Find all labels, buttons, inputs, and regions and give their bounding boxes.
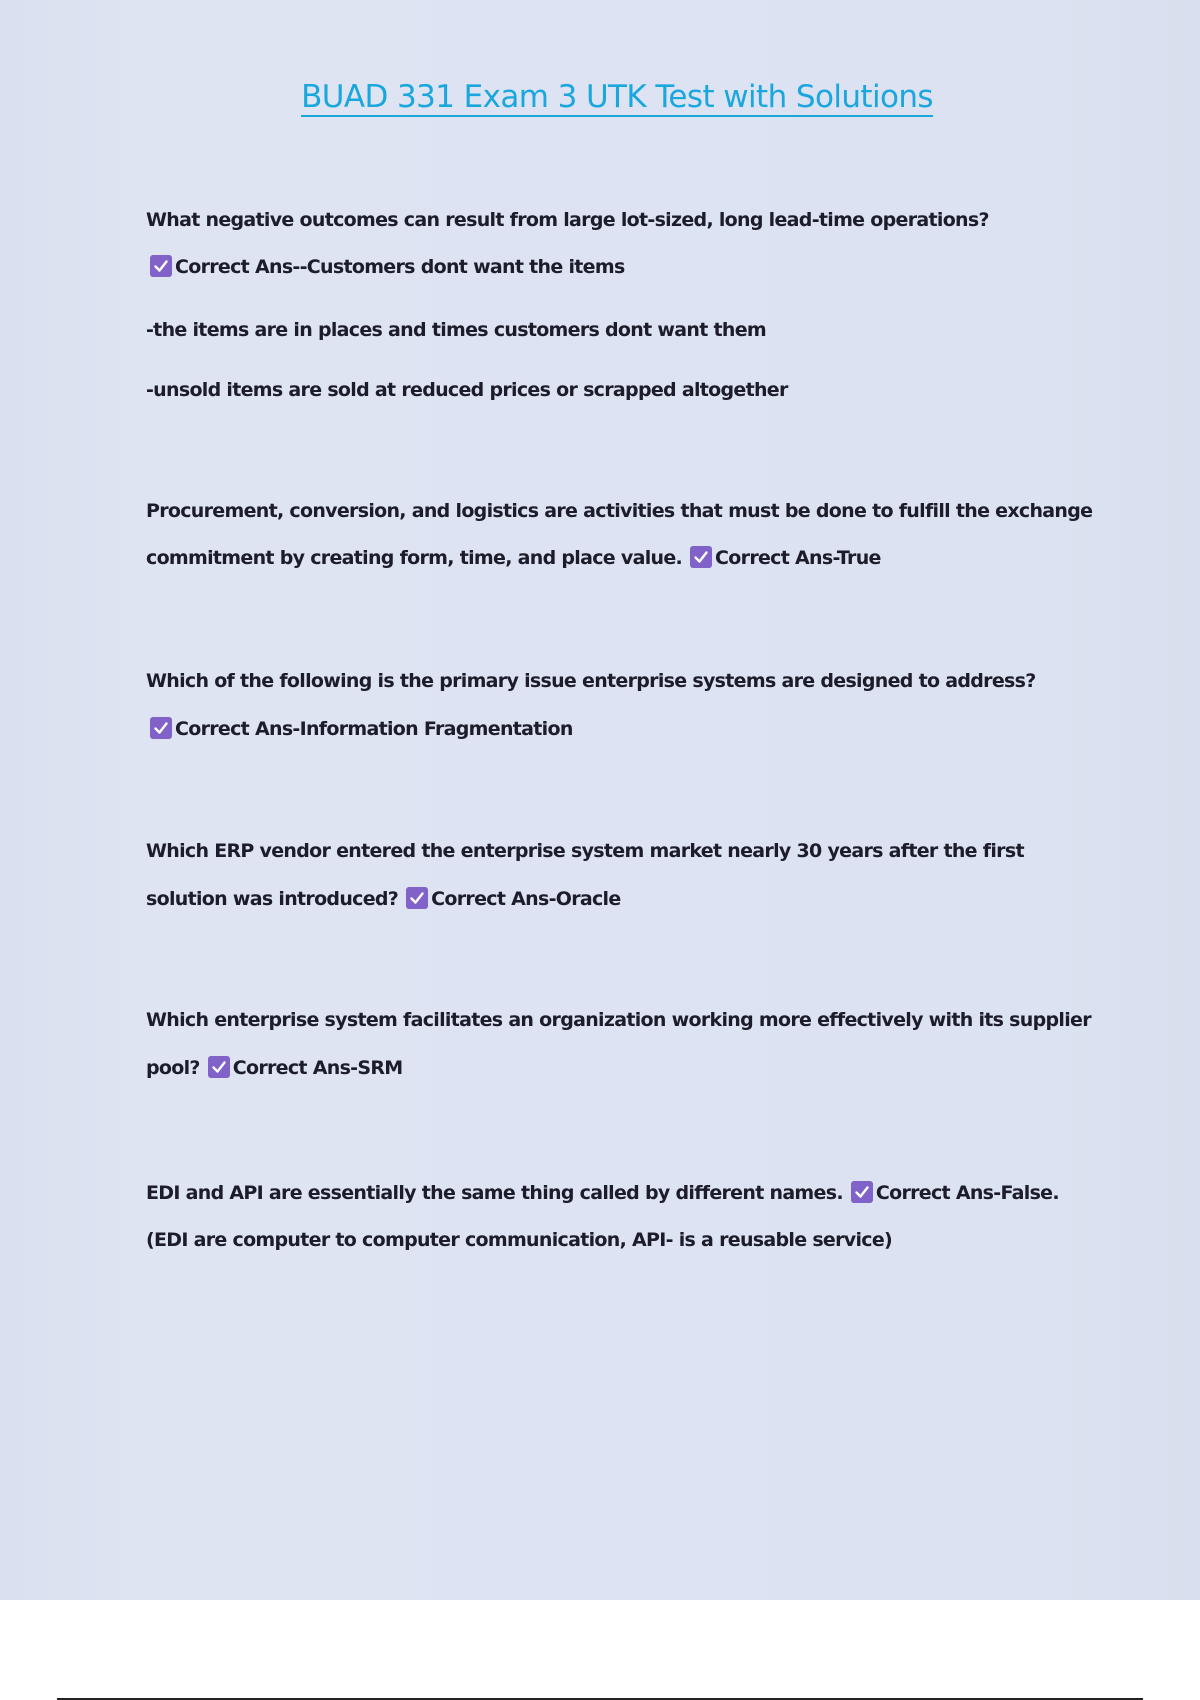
question-4-line-2 — [146, 885, 621, 913]
checkbox-checked-icon — [208, 1056, 230, 1078]
answer-1-text: Correct Ans--Customers dont want the items — [175, 256, 625, 278]
question-4-text-line-2: solution was introduced? — [146, 888, 399, 910]
question-4-text-line-1: Which ERP vendor entered the enterprise system market nearly 30 years after the first — [146, 840, 1024, 862]
document-title-text: BUAD 331 Exam 3 UTK Test with Solutions — [301, 79, 933, 115]
document-title — [0, 74, 1200, 120]
answer-3-text: Correct Ans-Information Fragmentation — [175, 718, 573, 740]
answer-3 — [146, 715, 573, 743]
question-1-text: What negative outcomes can result from large lot-sized, long lead-time operations? — [146, 209, 989, 231]
question-2-text-line-1: Procurement, conversion, and logistics are activities that must be done to fulfill the exchange — [146, 500, 1093, 522]
answer-4-text: Correct Ans-Oracle — [431, 888, 621, 910]
answer-5-text: Correct Ans-SRM — [232, 1057, 403, 1079]
answer-6-text: Correct Ans-False. — [875, 1182, 1059, 1204]
answer-1-line-2: -the items are in places and times customers dont want them — [146, 319, 766, 341]
question-2-line-2 — [146, 544, 881, 572]
checkbox-checked-icon — [406, 887, 428, 909]
checkbox-checked-icon — [150, 717, 172, 739]
checkbox-checked-icon — [150, 255, 172, 277]
question-5-text-line-2: pool? — [146, 1057, 200, 1079]
question-3-text: Which of the following is the primary issue enterprise systems are designed to address? — [146, 670, 1036, 692]
answer-6-note: (EDI are computer to computer communication, API- is a reusable service) — [146, 1229, 893, 1251]
answer-1-line-3: -unsold items are sold at reduced prices or scrapped altogether — [146, 379, 788, 401]
answer-2-text: Correct Ans-True — [715, 547, 881, 569]
question-5-line-2 — [146, 1054, 402, 1082]
question-6-line-1 — [146, 1179, 1059, 1207]
question-2-text-line-2: commitment by creating form, time, and place value. — [146, 547, 683, 569]
question-5-text-line-1: Which enterprise system facilitates an organization working more effectively with its supplier — [146, 1009, 1091, 1031]
question-6-text: EDI and API are essentially the same thing called by different names. — [146, 1182, 843, 1204]
checkbox-checked-icon — [851, 1181, 873, 1203]
checkbox-checked-icon — [690, 546, 712, 568]
answer-1 — [146, 253, 625, 281]
